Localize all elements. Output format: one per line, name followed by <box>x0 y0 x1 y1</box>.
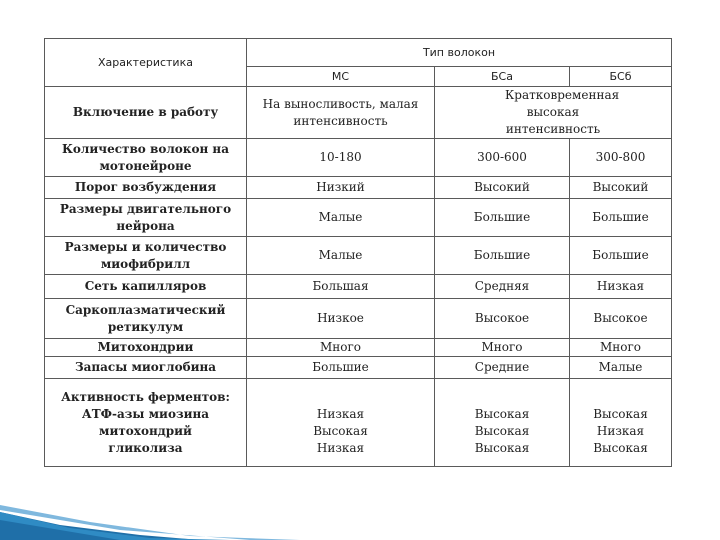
row-label: Количество волокон на мотонейроне <box>45 139 247 177</box>
value-line: Низкая <box>316 440 365 455</box>
cell-bsb: Большие <box>570 199 672 237</box>
label-line: гликолиза <box>108 440 183 455</box>
cell-bsb: Высокое <box>570 299 672 339</box>
value-line: Высокая <box>593 440 648 455</box>
value-line: Высокая <box>474 406 530 421</box>
value-line: Низкая <box>316 406 365 421</box>
cell-bsb: Малые <box>570 357 672 379</box>
value-line: Высокая <box>474 423 530 438</box>
value-line: Высокая <box>593 406 648 421</box>
header-bsa: БСа <box>435 67 570 87</box>
label-line: митохондрий <box>99 423 192 438</box>
cell-ms: Большие <box>247 357 435 379</box>
header-bsb: БСб <box>570 67 672 87</box>
row-label: Митохондрии <box>45 339 247 357</box>
cell-ms: На выносливость, малая интенсивность <box>247 87 435 139</box>
row-label: Запасы миоглобина <box>45 357 247 379</box>
cell-bsb: Низкая <box>570 275 672 299</box>
value-line: Высокая <box>313 423 368 438</box>
cell-bsb: Много <box>570 339 672 357</box>
cell-bsa: Средние <box>435 357 570 379</box>
value-line: Высокая <box>474 440 530 455</box>
table-row <box>45 199 672 237</box>
fiber-types-table <box>44 38 672 467</box>
cell-bsa: 300-600 <box>435 139 570 177</box>
table-row <box>45 139 672 177</box>
row-label: Саркоплазматический ретикулум <box>45 299 247 339</box>
header-row <box>45 39 672 67</box>
cell-ms: Много <box>247 339 435 357</box>
decorative-wave <box>0 450 720 540</box>
cell-ms: 10-180 <box>247 139 435 177</box>
row-label: Включение в работу <box>45 87 247 139</box>
cell-bsb: 300-800 <box>570 139 672 177</box>
cell-bsa: Много <box>435 339 570 357</box>
cell-ms: Малые <box>247 237 435 275</box>
row-label: Порог возбуждения <box>45 177 247 199</box>
cell-ms: Малые <box>247 199 435 237</box>
cell-bsb: Большие <box>570 237 672 275</box>
cell-bsb: Высокий <box>570 177 672 199</box>
header-characteristic: Характеристика <box>45 39 247 87</box>
row-label: Сеть капилляров <box>45 275 247 299</box>
cell-bs-merged: Кратковременная высокая интенсивность <box>435 87 672 139</box>
label-line: АТФ-азы миозина <box>81 406 210 421</box>
cell-bsa: Большие <box>435 199 570 237</box>
value-line: Низкая <box>596 423 645 438</box>
row-label: Размеры и количество миофибрилл <box>45 237 247 275</box>
row-label: Размеры двигательного нейрона <box>45 199 247 237</box>
cell-bsa: Средняя <box>435 275 570 299</box>
table-row <box>45 177 672 199</box>
cell-ms: Низкий <box>247 177 435 199</box>
cell-bsa: Большие <box>435 237 570 275</box>
table-row <box>45 357 672 379</box>
cell-bsa: Высокий <box>435 177 570 199</box>
table-row <box>45 87 672 139</box>
cell-bsa: Высокое <box>435 299 570 339</box>
cell-ms: Большая <box>247 275 435 299</box>
header-fiber-type: Тип волокон <box>247 39 672 67</box>
header-ms: МС <box>247 67 435 87</box>
table-row <box>45 275 672 299</box>
table-row <box>45 339 672 357</box>
table-row <box>45 237 672 275</box>
label-line: Активность ферментов: <box>61 389 230 404</box>
table-row <box>45 299 672 339</box>
cell-ms: Низкое <box>247 299 435 339</box>
